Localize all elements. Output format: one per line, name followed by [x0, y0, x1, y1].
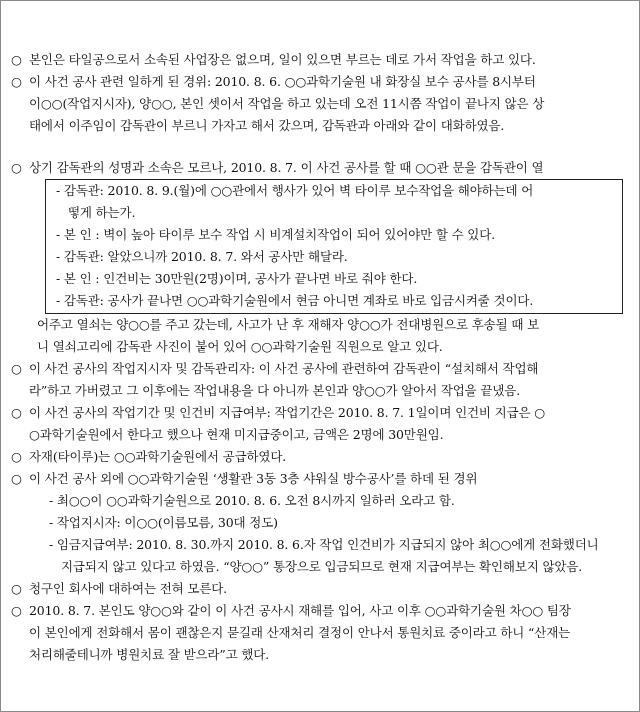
- sub-item-list: [11, 490, 627, 578]
- text-line: 본인은 타일공으로서 소속된 사업장은 없으며, 일이 있으면 부르는 데로 가서 작업을 하고 있다.: [29, 52, 536, 67]
- text-line: 이 사건 공사 외에 ○○과학기술원 ‘생활관 3동 3층 샤워실 방수공사’를 하데 된 경위: [29, 471, 478, 486]
- text-line: ○과학기술원에서 한다고 했으나 현재 미지급중이고, 금액은 2명에 30만원임.: [29, 427, 444, 442]
- sub-item: - 작업지시자: 이○○(이름모름, 30대 정도): [49, 515, 278, 530]
- text-line: 이 사건 공사 관련 일하게 된 경위: 2010. 8. 6. ○○과학기술원 내 화장실 보수 공사를 8시부터: [29, 74, 536, 89]
- dialogue-line: - 감독관: 공사가 끝나면 ○○과학기술원에서 현금 아니면 계좌로 바로 입금시켜줄 것이다.: [56, 293, 534, 308]
- text-line: 이 사건 공사의 작업기간 및 인건비 지급여부: 작업기간은 2010. 8. 7. 1일이며 인건비 지급은 ○: [29, 405, 546, 420]
- paragraph: [11, 446, 627, 468]
- paragraph: [11, 71, 627, 137]
- text-line: 처리해줄테니까 병원치료 잘 받으라”고 했다.: [29, 647, 270, 662]
- circle-bullet-icon: ○: [11, 471, 22, 486]
- text-line: 상기 감독관의 성명과 소속은 모르나, 2010. 8. 7. 이 사건 공사를 할 때 ○○관 문을 감독관이 열: [29, 160, 544, 175]
- circle-bullet-icon: ○: [11, 361, 22, 376]
- text-line: 니 열쇠고리에 감독관 사진이 붙어 있어 ○○과학기술원 직원으로 알고 있다.: [37, 339, 443, 354]
- dialogue-line: - 본 인 : 인건비는 30만원(2명)이며, 공사가 끝나면 바로 줘야 한다.: [56, 271, 418, 286]
- circle-bullet-icon: ○: [11, 52, 22, 67]
- paragraph: [11, 358, 627, 402]
- text-line: 이○○(작업지시자), 양○○, 본인 셋이서 작업을 하고 있는데 오전 11시쯤 작업이 끝나지 않은 상: [29, 96, 545, 111]
- text-line: 어주고 열쇠는 양○○를 주고 갔는데, 사고가 난 후 재해자 양○○가 전대병원으로 후송될 때 보: [37, 317, 540, 332]
- circle-bullet-icon: ○: [11, 405, 22, 420]
- dialogue-line: - 감독관: 알았으니까 2010. 8. 7. 와서 공사만 해달라.: [56, 249, 348, 264]
- circle-bullet-icon: ○: [11, 74, 22, 89]
- text-line: 이 본인에게 전화해서 몸이 괜찮은지 묻길래 산재처리 결정이 안나서 통원치료 중이라고 하니 “산재는: [29, 625, 571, 640]
- circle-bullet-icon: ○: [11, 160, 22, 175]
- sub-item: - 임금지급여부: 2010. 8. 30.까지 2010. 8. 6.자 작업 인건비가 지급되지 않아 최○○에게 전화했더니 지급되지 않고 있다고 하였음. “양○○” 통장으로 입금되므로 현재 지급여부는 확인해보지 않았음.: [49, 537, 599, 574]
- circle-bullet-icon: ○: [11, 581, 22, 596]
- text-line: 2010. 8. 7. 본인도 양○○와 같이 이 사건 공사시 재해를 입어, 사고 이후 ○○과학기술원 차○○ 팀장: [29, 603, 571, 618]
- paragraph: [11, 402, 627, 446]
- paragraph: [11, 600, 627, 666]
- paragraph: [11, 49, 627, 71]
- circle-bullet-icon: ○: [11, 449, 22, 464]
- paragraph: [11, 578, 627, 600]
- paragraph: [11, 468, 627, 490]
- dialogue-box: [45, 179, 623, 314]
- text-line: 이 사건 공사의 작업지시자 및 감독관리자: 이 사건 공사에 관련하여 감독관이 “설치해서 작업해: [29, 361, 539, 376]
- dialogue-line: - 본 인 : 벽이 높아 타이루 보수 작업 시 비계설치작업이 되어 있어야만 할 수 있다.: [56, 227, 495, 242]
- paragraph: [11, 157, 627, 179]
- dialogue-line: - 감독관: 2010. 8. 9.(월)에 ○○관에서 행사가 있어 벽 타이루 보수작업을 해야하는데 어 떻게 하는가.: [56, 183, 534, 220]
- text-line: 자재(타이루)는 ○○과학기술원에서 공급하였다.: [29, 449, 287, 464]
- sub-item: - 최○○이 ○○과학기술원으로 2010. 8. 6. 오전 8시까지 일하러 오라고 함.: [49, 493, 455, 508]
- continuation-text: [11, 314, 627, 358]
- text-line: 청구인 회사에 대하여는 전혀 모른다.: [29, 581, 227, 596]
- text-line: 태에서 이주임이 감독관이 부르니 가자고 해서 갔으며, 감독관과 아래와 같이 대화하였음.: [29, 118, 505, 133]
- circle-bullet-icon: ○: [11, 603, 22, 618]
- text-line: 라”하고 가버렸고 그 이후에는 작업내용을 다 아니까 본인과 양○○가 알아서 작업을 끝냈음.: [29, 383, 521, 398]
